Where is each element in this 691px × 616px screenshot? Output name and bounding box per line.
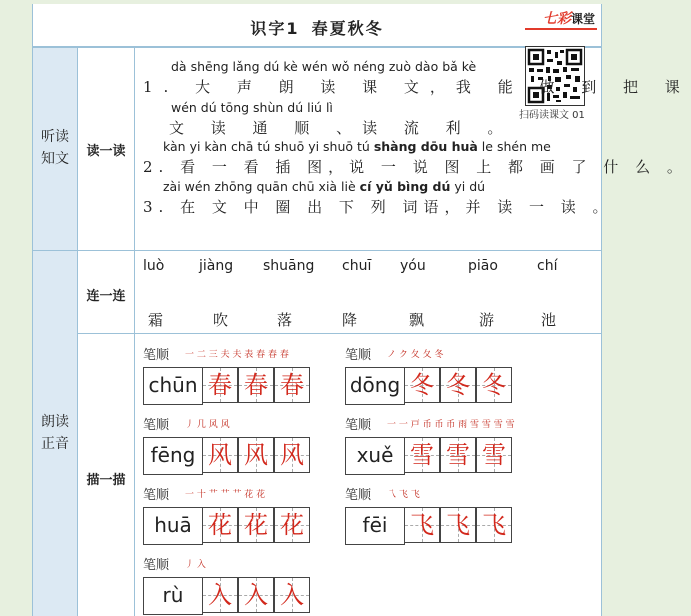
trace-char: 春	[280, 371, 304, 399]
worksheet-page	[32, 4, 691, 616]
tracing-grid[interactable]	[238, 437, 274, 473]
tracing-grid[interactable]	[440, 437, 476, 473]
stroke-sequence: 乁 飞 飞	[387, 490, 420, 500]
trace-char: 雪	[482, 441, 506, 469]
stroke-sequence: 丿 入	[185, 560, 206, 570]
item1-pinyin-line1: dà shēng lǎng dú kè wén wǒ néng zuò dào bǎ kè	[171, 59, 477, 74]
trace-char: 雪	[410, 441, 434, 469]
title-number: 识字1	[250, 19, 300, 38]
stroke-sequence: 一 二 三 夫 夫 表 春 春 春	[185, 350, 289, 360]
item1-number: 1.	[143, 78, 180, 96]
item1-pinyin-line2: wén dú tōng shùn dú liú lì	[171, 100, 333, 115]
subsection-lianlian	[78, 251, 135, 333]
trace-char: 冬	[482, 371, 506, 399]
tracing-grid[interactable]	[202, 507, 238, 543]
section-label-line2: 正音	[41, 436, 69, 452]
stroke-order-label: 笔顺	[143, 488, 170, 503]
item3-hanzi: 在 文 中 圈 出 下 列 词语，并 读 一 读 。	[180, 198, 614, 216]
section-label-line1: 朗读	[41, 414, 69, 430]
item3-pinyin-bold: cí yǔ bìng dú	[359, 179, 451, 194]
pinyin-box: dōng	[345, 367, 405, 405]
trace-char: 入	[208, 581, 232, 609]
match-pinyin[interactable]: yóu	[400, 258, 426, 274]
stroke-order-label: 笔顺	[143, 418, 170, 433]
tracing-grid[interactable]	[238, 577, 274, 613]
pinyin-box: fēng	[143, 437, 203, 475]
pinyin-box: xuě	[345, 437, 405, 475]
match-pinyin[interactable]: chí	[537, 258, 558, 274]
subsection-label: 描一描	[86, 473, 126, 488]
match-hanzi[interactable]: 落	[277, 311, 293, 329]
tracing-grid[interactable]	[202, 437, 238, 473]
item2-pinyin	[163, 139, 551, 154]
match-hanzi[interactable]: 飘	[409, 311, 425, 329]
trace-char: 花	[244, 511, 268, 539]
tracing-grid[interactable]	[238, 507, 274, 543]
logo-mark: 七彩	[542, 11, 571, 27]
item2-text	[143, 156, 688, 177]
tracing-grid[interactable]	[440, 367, 476, 403]
tracing-grid[interactable]	[274, 367, 310, 403]
stroke-sequence: ノ ク 夂 夂 冬	[387, 350, 444, 360]
trace-char: 春	[244, 371, 268, 399]
logo-underline	[525, 28, 597, 30]
trace-char: 飞	[446, 511, 470, 539]
item3-pinyin-end: yi dú	[450, 179, 486, 194]
stroke-sequence: 一 十 艹 艹 艹 花 花	[185, 490, 266, 500]
stroke-sequence: 一 一 戸 币 币 币 雨 雪 雪 雪 雪	[387, 420, 515, 430]
stroke-order-label: 笔顺	[345, 348, 372, 363]
tracing-grid[interactable]	[404, 367, 440, 403]
item2-pinyin-bold: shàng dōu huà	[373, 139, 478, 154]
tracing-grid[interactable]	[476, 367, 512, 403]
item1-text-line1	[143, 76, 691, 97]
match-pinyin[interactable]: luò	[143, 258, 165, 274]
page-header	[33, 4, 601, 48]
item1-hanzi-line1: 大 声 朗 读 课 文，我 能 做 到 把 课	[195, 78, 691, 96]
match-hanzi[interactable]: 霜	[148, 311, 164, 329]
item3-text	[143, 196, 614, 217]
pinyin-box: chūn	[143, 367, 203, 405]
trace-char: 入	[244, 581, 268, 609]
section-label-line1: 听读	[41, 129, 69, 145]
divider	[78, 333, 601, 334]
trace-char: 雪	[446, 441, 470, 469]
match-pinyin[interactable]: piāo	[468, 258, 498, 274]
trace-char: 冬	[446, 371, 470, 399]
tracing-grid[interactable]	[238, 367, 274, 403]
trace-char: 风	[208, 441, 232, 469]
subsection-dudu	[78, 48, 135, 250]
logo-text: 课堂	[570, 12, 595, 26]
pinyin-box: fēi	[345, 507, 405, 545]
trace-char: 风	[244, 441, 268, 469]
trace-char: 入	[280, 581, 304, 609]
trace-char: 花	[208, 511, 232, 539]
item3-number: 3.	[143, 198, 170, 216]
trace-char: 飞	[482, 511, 506, 539]
section-label-line2: 知文	[41, 151, 69, 167]
tracing-grid[interactable]	[274, 577, 310, 613]
subsection-miaomiao	[78, 334, 135, 616]
trace-char: 春	[208, 371, 232, 399]
tracing-grid[interactable]	[274, 507, 310, 543]
pinyin-box: huā	[143, 507, 203, 545]
page-title	[33, 16, 601, 39]
match-pinyin[interactable]: jiàng	[199, 258, 234, 274]
item2-number: 2.	[143, 158, 170, 176]
item2-hanzi: 看 一 看 插 图，说 一 说 图 上 都 画 了 什 么 。	[180, 158, 688, 176]
item2-pinyin-end: le shén me	[477, 139, 551, 154]
item3-pinyin-start: zài wén zhōng quān chū xià liè	[163, 179, 360, 194]
match-pinyin[interactable]: chuī	[342, 258, 372, 274]
tracing-grid[interactable]	[274, 437, 310, 473]
item3-pinyin	[163, 179, 485, 194]
trace-char: 花	[280, 511, 304, 539]
subsection-label: 连一连	[86, 289, 126, 304]
qr-label: 扫码读课文 01	[519, 110, 585, 121]
match-hanzi[interactable]: 池	[541, 311, 557, 329]
section-langdu	[33, 251, 78, 616]
subsection-label: 读一读	[86, 144, 126, 159]
stroke-order-label: 笔顺	[143, 558, 170, 573]
match-hanzi[interactable]: 降	[342, 311, 358, 329]
trace-char: 飞	[410, 511, 434, 539]
item2-pinyin-start: kàn yi kàn chā tú shuō yi shuō tú	[163, 139, 374, 154]
section-tingdu	[33, 48, 78, 250]
stroke-order-label: 笔顺	[143, 348, 170, 363]
tracing-grid[interactable]	[404, 437, 440, 473]
stroke-order-label: 笔顺	[345, 418, 372, 433]
match-hanzi[interactable]: 游	[479, 311, 495, 329]
trace-char: 风	[280, 441, 304, 469]
tracing-grid[interactable]	[202, 367, 238, 403]
stroke-order-label: 笔顺	[345, 488, 372, 503]
pinyin-box: rù	[143, 577, 203, 615]
tracing-grid[interactable]	[476, 507, 512, 543]
tracing-grid[interactable]	[202, 577, 238, 613]
title-text: 春夏秋冬	[311, 19, 384, 38]
trace-char: 冬	[410, 371, 434, 399]
item1-hanzi-line2: 文 读 通 顺 、读 流 利 。	[169, 119, 514, 137]
tracing-grid[interactable]	[440, 507, 476, 543]
tracing-grid[interactable]	[476, 437, 512, 473]
brand-logo	[543, 8, 595, 30]
tracing-grid[interactable]	[404, 507, 440, 543]
stroke-sequence: 丿 几 风 风	[185, 420, 230, 430]
match-hanzi[interactable]: 吹	[213, 311, 229, 329]
match-pinyin[interactable]: shuāng	[263, 258, 315, 274]
